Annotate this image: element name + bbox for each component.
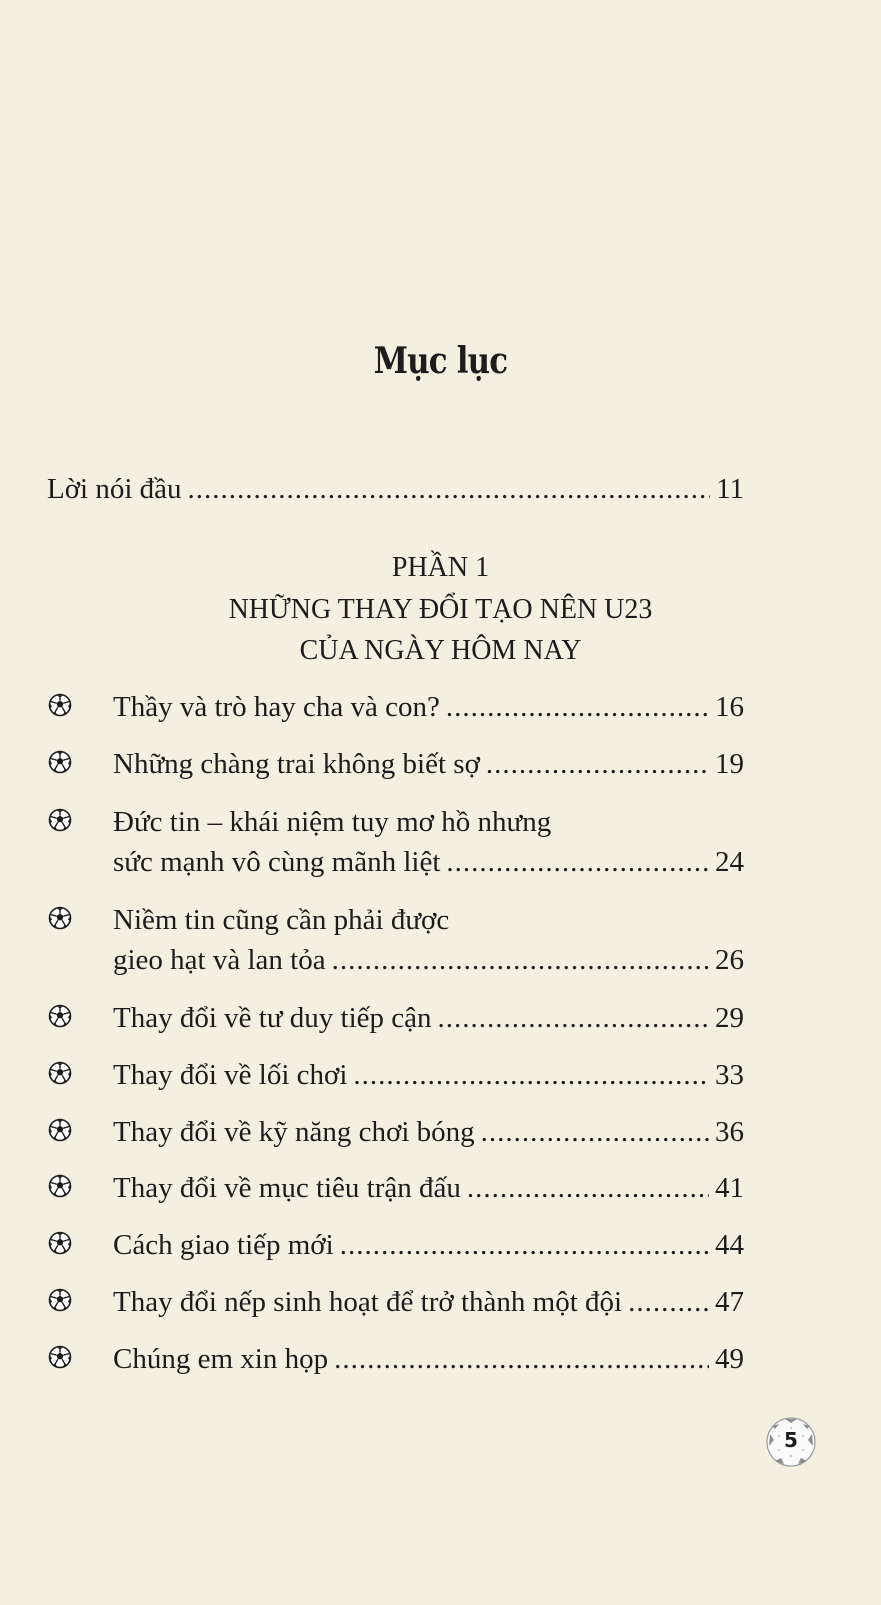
toc-entry-title: Thay đổi về kỹ năng chơi bóng — [113, 1116, 475, 1148]
leader-dots — [332, 943, 709, 977]
soccer-ball-icon — [48, 750, 72, 774]
toc-entry-page: 36 — [715, 1116, 744, 1148]
leader-dots — [481, 1115, 709, 1149]
toc-entry-title-line1: Đức tin – khái niệm tuy mơ hồ nhưng — [113, 806, 552, 838]
page-number: 5 — [784, 1428, 798, 1452]
toc-entry-title: sức mạnh vô cùng mãnh liệt — [113, 846, 441, 878]
part-label: PHẦN 1 — [391, 552, 490, 583]
toc-entry[interactable] — [113, 1171, 744, 1205]
toc-entry-page: 19 — [715, 748, 744, 780]
soccer-ball-icon — [48, 808, 72, 832]
toc-entry[interactable] — [113, 690, 744, 724]
soccer-ball-icon — [48, 1174, 72, 1198]
leader-dots — [188, 472, 711, 506]
toc-entry-page: 24 — [715, 846, 744, 878]
soccer-ball-icon — [48, 1118, 72, 1142]
toc-entry[interactable] — [113, 1001, 744, 1035]
soccer-ball-icon — [48, 1004, 72, 1028]
toc-entry[interactable] — [113, 1115, 744, 1149]
toc-entry[interactable] — [113, 943, 744, 977]
leader-dots — [467, 1171, 709, 1205]
toc-entry[interactable] — [113, 1058, 744, 1092]
toc-entry-title: gieo hạt và lan tỏa — [113, 944, 326, 976]
toc-entry[interactable] — [113, 1228, 744, 1262]
toc-entry-page: 49 — [715, 1343, 744, 1375]
toc-entry-page: 41 — [715, 1172, 744, 1204]
toc-entry-title: Thay đổi về tư duy tiếp cận — [113, 1002, 432, 1034]
toc-entry-page: 29 — [715, 1002, 744, 1034]
toc-entry-title: Cách giao tiếp mới — [113, 1229, 334, 1261]
leader-dots — [628, 1285, 709, 1319]
soccer-ball-icon — [48, 906, 72, 930]
toc-entry-title: Chúng em xin họp — [113, 1343, 329, 1375]
soccer-ball-icon — [48, 1288, 72, 1312]
soccer-ball-icon — [48, 1231, 72, 1255]
toc-entry[interactable] — [113, 845, 744, 879]
toc-entry-preface[interactable] — [47, 472, 744, 506]
toc-entry-page: 26 — [715, 944, 744, 976]
soccer-ball-icon — [48, 1061, 72, 1085]
leader-dots — [446, 690, 709, 724]
toc-entry-title: Thay đổi về lối chơi — [113, 1059, 348, 1091]
toc-entry[interactable] — [113, 747, 744, 781]
toc-entry-title: Thay đổi về mục tiêu trận đấu — [113, 1172, 461, 1204]
toc-entry-page: 33 — [715, 1059, 744, 1091]
toc-entry-title-line1: Niềm tin cũng cần phải được — [113, 904, 450, 936]
leader-dots — [353, 1058, 709, 1092]
toc-entry-title: Thầy và trò hay cha và con? — [113, 691, 440, 723]
toc-entry-title: Những chàng trai không biết sợ — [113, 748, 480, 780]
soccer-ball-icon — [48, 693, 72, 717]
part-heading-line1: NHỮNG THAY ĐỔI TẠO NÊN U23 — [228, 594, 653, 625]
part-heading-line2: CỦA NGÀY HÔM NAY — [299, 635, 582, 666]
toc-entry-page: 11 — [716, 473, 744, 505]
toc-entry-page: 44 — [715, 1229, 744, 1261]
toc-entry-title: Lời nói đầu — [47, 473, 182, 505]
leader-dots — [340, 1228, 709, 1262]
leader-dots — [334, 1342, 709, 1376]
leader-dots — [446, 845, 709, 879]
toc-entry[interactable] — [113, 1285, 744, 1319]
page-title: Mục lục — [373, 340, 508, 382]
toc-entry-page: 16 — [715, 691, 744, 723]
toc-entry[interactable] — [113, 1342, 744, 1376]
leader-dots — [438, 1001, 709, 1035]
toc-entry-title: Thay đổi nếp sinh hoạt để trở thành một đội — [113, 1286, 623, 1318]
leader-dots — [486, 747, 709, 781]
toc-entry-page: 47 — [715, 1286, 744, 1318]
soccer-ball-icon — [48, 1345, 72, 1369]
